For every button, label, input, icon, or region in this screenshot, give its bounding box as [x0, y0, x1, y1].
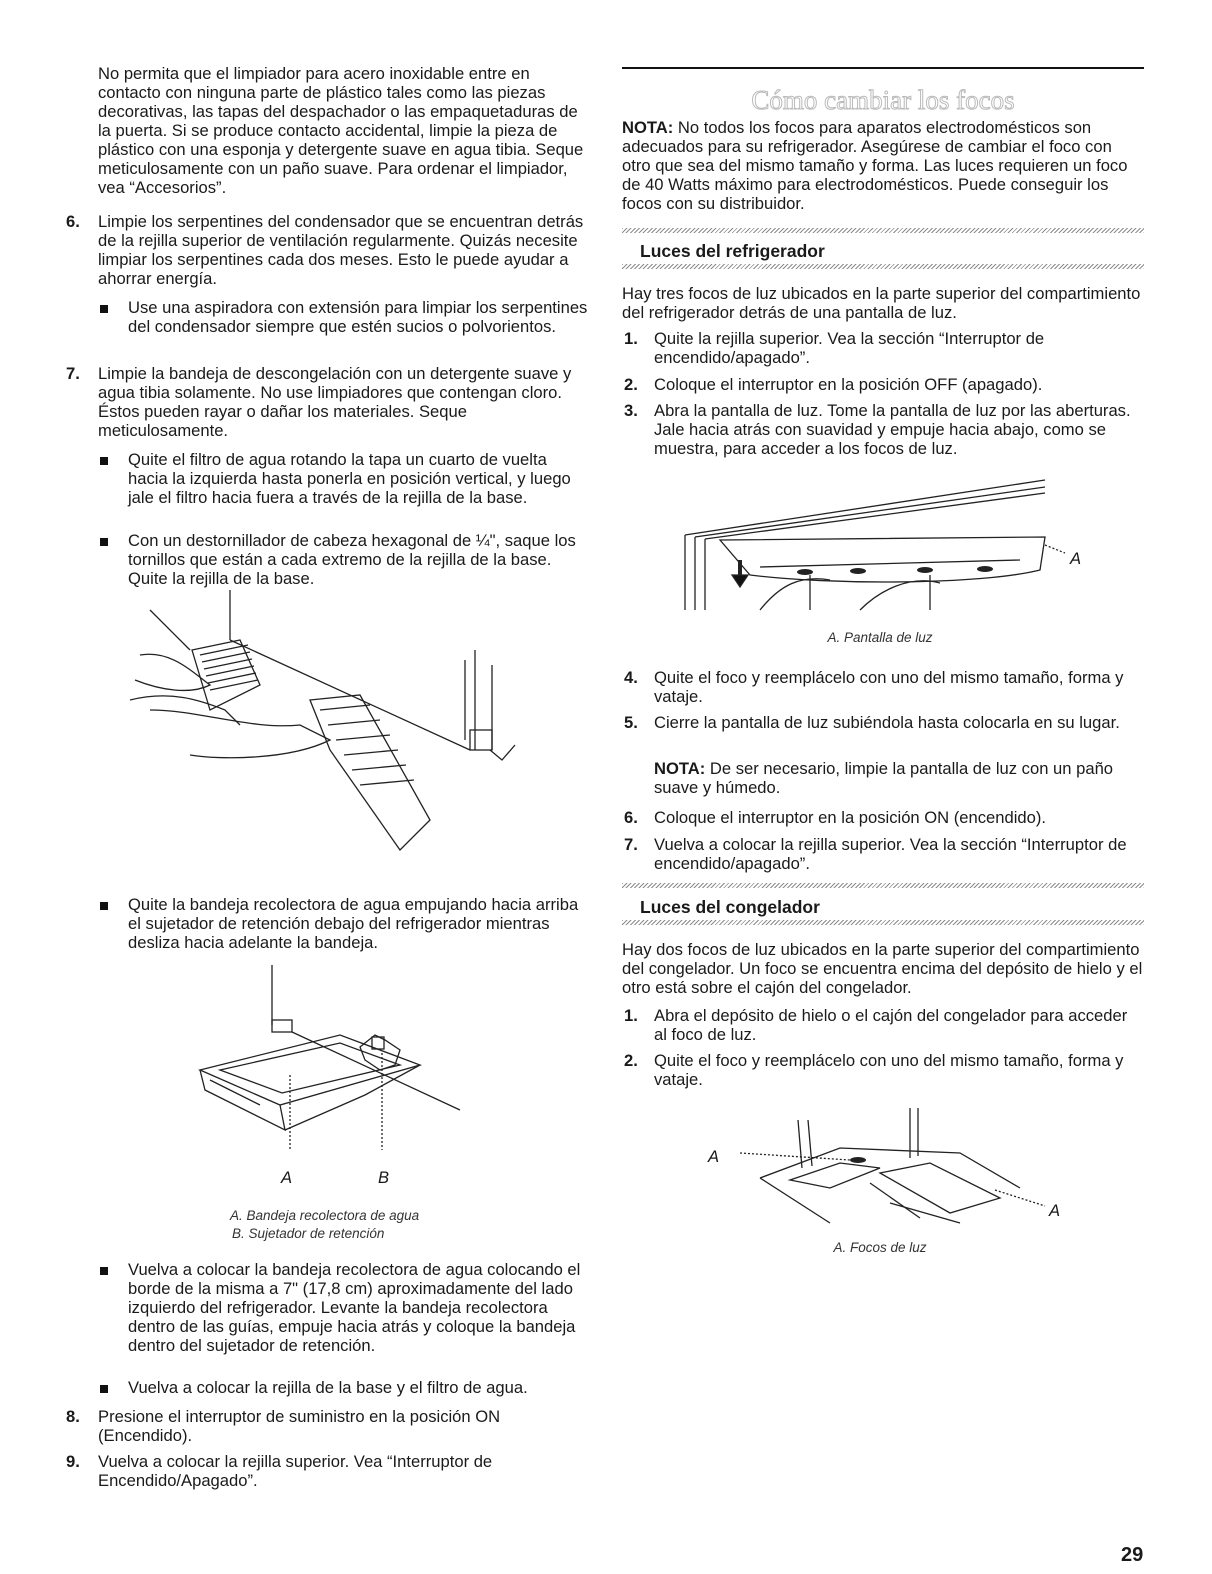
step-number: 7. — [66, 364, 80, 383]
step-number: 2. — [624, 1051, 638, 1070]
bullet-icon — [100, 1267, 108, 1275]
step-number: 1. — [624, 329, 638, 348]
note-label: NOTA: — [622, 118, 674, 137]
note-2-paragraph — [654, 759, 1144, 797]
step-number: 5. — [624, 713, 638, 732]
figure-label-a: A — [1070, 549, 1082, 568]
figure-caption-b: B. Sujetador de retención — [232, 1226, 385, 1241]
step-6-text: Limpie los serpentines del condensador que se encuentran detrás de la rejilla superior de ventilación regularmente. Quizás necesite limpiar los serpentines cada dos meses. Esto le puede ayudar a ahorrar energía. — [98, 212, 584, 288]
freezer-lights-illustration — [720, 1108, 1060, 1228]
fridge-step-7: Vuelva a colocar la rejilla superior. Vea la sección “Interruptor de encendido/apagado”. — [654, 835, 1127, 873]
step-6-bullet-1: Use una aspiradora con extensión para limpiar los serpentines del condensador siempre que estén sucios o polvorientos. — [128, 298, 588, 336]
base-grille-illustration — [130, 590, 530, 880]
bullet-icon — [100, 1385, 108, 1393]
fridge-step-6: Coloque el interruptor en la posición ON (encendido). — [654, 808, 1047, 827]
step-7-bullet-4: Vuelva a colocar la bandeja recolectora de agua colocando el borde de la misma a 7" (17,8 cm) aproximadamente del lado izquierdo del refrigerador. Levante la bandeja recolectora dentro de las guías, empuje hacia atrás y coloque la bandeja dentro del sujetador de retención. — [128, 1260, 581, 1355]
section-divider — [622, 883, 1144, 888]
note-2-label: NOTA: — [654, 759, 706, 778]
bullet-icon — [100, 457, 108, 465]
step-8-text: Presione el interruptor de suministro en la posición ON (Encendido). — [98, 1407, 501, 1445]
fridge-step-1: Quite la rejilla superior. Vea la sección “Interruptor de encendido/apagado”. — [654, 329, 1045, 367]
figure-caption-a: A. Bandeja recolectora de agua — [230, 1208, 420, 1223]
freezer-lights-heading: Luces del congelador — [640, 897, 820, 917]
step-7-bullet-2: Con un destornillador de cabeza hexagonal de ¼", saque los tornillos que están a cada extremo de la rejilla de la base. Quite la rejilla de la base. — [128, 531, 576, 588]
figure-label-a: A — [708, 1147, 720, 1166]
freezer-step-1: Abra el depósito de hielo o el cajón del congelador para acceder al foco de luz. — [654, 1006, 1128, 1044]
bullet-icon — [100, 538, 108, 546]
step-7-bullet-5: Vuelva a colocar la rejilla de la base y el filtro de agua. — [128, 1378, 528, 1397]
step-number: 9. — [66, 1452, 80, 1471]
step-number: 1. — [624, 1006, 638, 1025]
fridge-step-4: Quite el foco y reemplácelo con uno del mismo tamaño, forma y vataje. — [654, 668, 1124, 706]
freezer-intro: Hay dos focos de luz ubicados en la parte superior del compartimiento del congelador. Un foco se encuentra encima del depósito de hielo y el otro está sobre el cajón del congelador. — [622, 940, 1143, 997]
page-number: 29 — [1121, 1544, 1144, 1566]
note-text: No todos los focos para aparatos electrodomésticos son adecuados para su refrigerador. Asegúrese de cambiar el foco con otro que sea del mismo tamaño y forma. Las luces requieren un foco de 40 Watts máximo para electrodomésticos. Puede conseguir los focos con su distribuidor. — [622, 118, 1128, 213]
section-rule — [622, 67, 1144, 69]
light-shield-illustration — [680, 475, 1100, 615]
intro-paragraph: No permita que el limpiador para acero inoxidable entre en contacto con ninguna parte de plástico tales como las piezas decorativas, las tapas del despachador o las empaquetaduras de la puerta. Si se produce contacto accidental, limpie la pieza de plástico con una esponja y detergente suave en agua tibia. Seque meticulosamente con un paño suave. Para ordenar el limpiador, vea “Accesorios”. — [98, 64, 584, 197]
note-paragraph — [622, 118, 1144, 213]
step-number: 3. — [624, 401, 638, 420]
fridge-step-3: Abra la pantalla de luz. Tome la pantalla de luz por las aberturas. Jale hacia atrás con suavidad y empuje hacia abajo, como se muestra, para acceder a los focos de luz. — [654, 401, 1131, 458]
water-pan-illustration — [190, 965, 480, 1165]
section-divider — [622, 920, 1144, 925]
step-number: 7. — [624, 835, 638, 854]
bullet-icon — [100, 305, 108, 313]
figure-caption: A. Focos de luz — [833, 1240, 927, 1255]
fridge-lights-heading: Luces del refrigerador — [640, 241, 825, 261]
step-number: 4. — [624, 668, 638, 687]
step-number: 2. — [624, 375, 638, 394]
section-divider — [622, 228, 1144, 233]
step-number: 8. — [66, 1407, 80, 1426]
fridge-step-2: Coloque el interruptor en la posición OFF (apagado). — [654, 375, 1043, 394]
freezer-step-2: Quite el foco y reemplácelo con uno del mismo tamaño, forma y vataje. — [654, 1051, 1124, 1089]
figure-label-a: A — [281, 1168, 293, 1187]
figure-caption: A. Pantalla de luz — [827, 630, 933, 645]
step-7-bullet-3: Quite la bandeja recolectora de agua empujando hacia arriba el sujetador de retención debajo del refrigerador mientras desliza hacia adelante la bandeja. — [128, 895, 579, 952]
section-title: Cómo cambiar los focos — [751, 85, 1015, 115]
figure-label-a: A — [1049, 1201, 1061, 1220]
fridge-intro: Hay tres focos de luz ubicados en la parte superior del compartimiento del refrigerador detrás de una pantalla de luz. — [622, 284, 1141, 322]
step-7-text: Limpie la bandeja de descongelación con un detergente suave y agua tibia solamente. No use limpiadores que contengan cloro. Éstos pueden rayar o dañar los materiales. Seque meticulosamente. — [98, 364, 572, 440]
step-9-text: Vuelva a colocar la rejilla superior. Vea “Interruptor de Encendido/Apagado”. — [98, 1452, 493, 1490]
step-number: 6. — [624, 808, 638, 827]
note-2-text: De ser necesario, limpie la pantalla de luz con un paño suave y húmedo. — [654, 759, 1114, 797]
figure-label-b: B — [378, 1168, 390, 1187]
bullet-icon — [100, 902, 108, 910]
fridge-step-5: Cierre la pantalla de luz subiéndola hasta colocarla en su lugar. — [654, 713, 1120, 732]
step-number: 6. — [66, 212, 80, 231]
section-divider — [622, 264, 1144, 269]
step-7-bullet-1: Quite el filtro de agua rotando la tapa un cuarto de vuelta hacia la izquierda hasta ponerla en posición vertical, y luego jale el filtro hacia fuera a través de la rejilla de la base. — [128, 450, 571, 507]
